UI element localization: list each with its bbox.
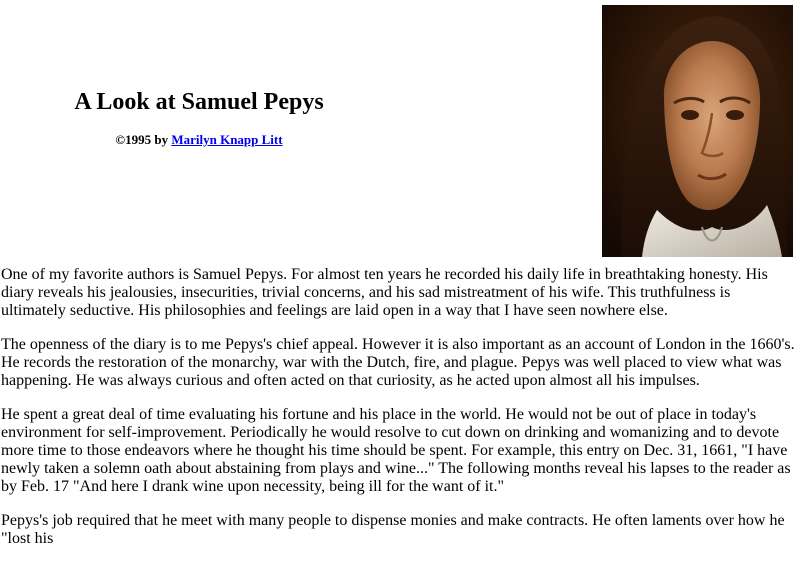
byline xyxy=(0,132,398,148)
article-body xyxy=(0,266,800,564)
page-title: A Look at Samuel Pepys xyxy=(74,89,324,115)
copyright-text: ©1995 by xyxy=(115,132,172,147)
author-link[interactable]: Marilyn Knapp Litt xyxy=(171,132,283,147)
paragraph-4: Pepys's job required that he meet with many people to dispense monies and make contracts. He often laments over how he "lost his xyxy=(1,512,785,547)
paragraph-3: He spent a great deal of time evaluating his fortune and his place in the world. He would not be out of place in today's environment for self-improvement. Periodically he would resolve to cut down on drinking and womanizing and to devote more time to those endeavors where he thought his time should be spent. For example, this entry on Dec. 31, 1661, "I have newly taken a solemn oath about abstaining from plays and wine..." The following months reveal his lapses to the reader as by Feb. 17 "And here I drank wine upon necessity, being ill for the want of it." xyxy=(1,406,791,495)
paragraph-2: The openness of the diary is to me Pepys's chief appeal. However it is also important as an account of London in the 1660's. He records the restoration of the monarchy, war with the Dutch, fire, and plague. Pepys was well placed to view what was happening. He was always curious and often acted on that curiosity, as he acted upon almost all his impulses. xyxy=(1,336,795,389)
portrait-image xyxy=(602,5,793,257)
portrait-painting xyxy=(602,5,793,257)
page-header xyxy=(0,0,800,260)
paragraph-1: One of my favorite authors is Samuel Pepys. For almost ten years he recorded his daily life in breathtaking honesty. His diary reveals his jealousies, insecurities, trivial concerns, and his sad mistreatment of his wife. This truthfulness is ultimately seductive. His philosophies and feelings are laid open in a way that I have seen nowhere else. xyxy=(1,266,768,319)
